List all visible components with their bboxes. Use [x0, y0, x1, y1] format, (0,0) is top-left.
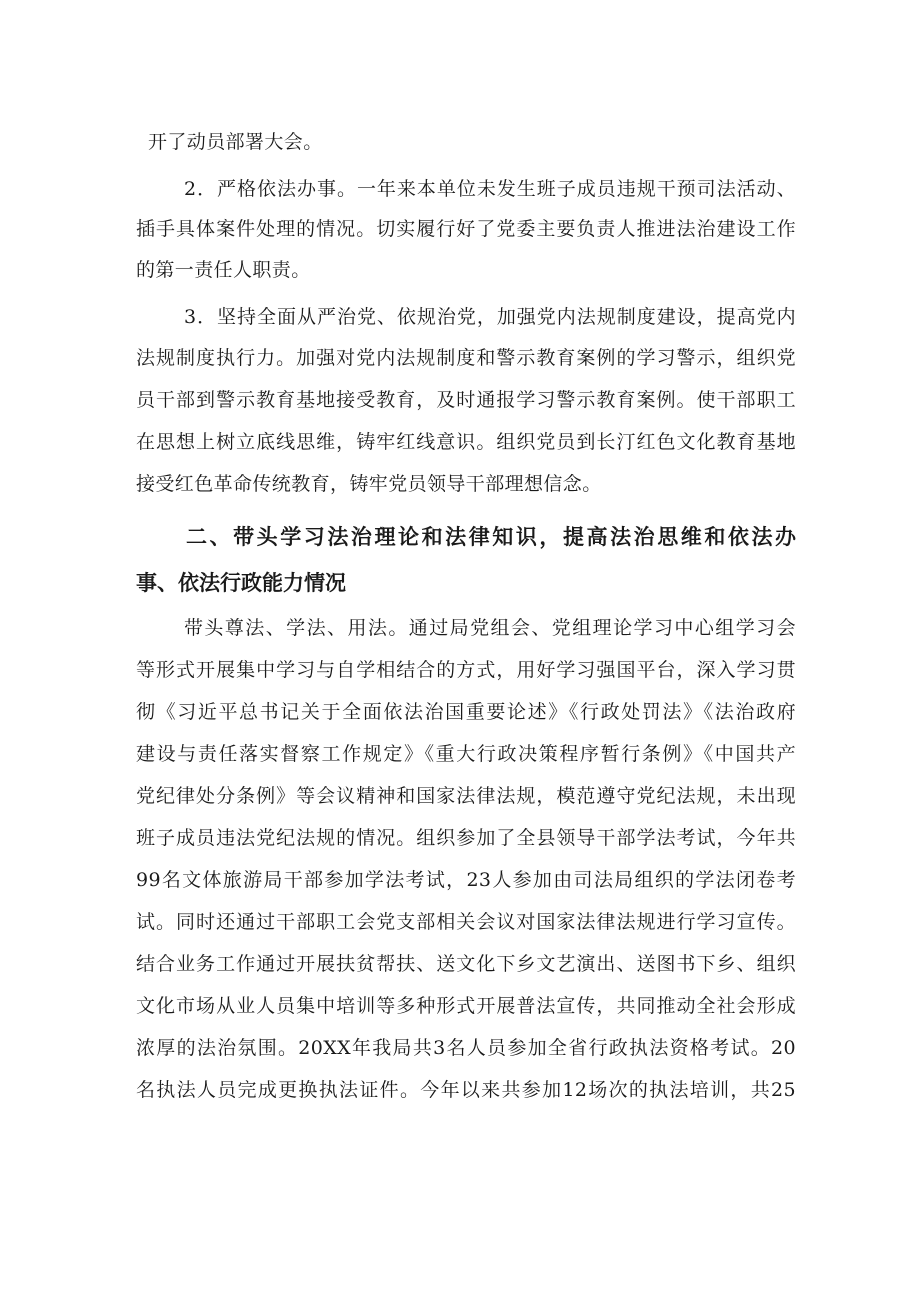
- text-line: 员干部到警示教育基地接受教育，及时通报学习警示教育案例。使干部职工: [136, 389, 796, 411]
- text-line: 开了动员部署大会。: [148, 131, 323, 153]
- text-line: 99名文体旅游局干部参加学法考试，23人参加由司法局组织的学法闭卷考: [136, 869, 796, 891]
- text-line: 2．严格依法办事。一年来本单位未发生班子成员违规干预司法活动、: [184, 178, 796, 200]
- text-line: 彻《习近平总书记关于全面依法治国重要论述》《行政处罚法》《法治政府: [136, 701, 796, 723]
- text-line: 建设与责任落实督察工作规定》《重大行政决策程序暂行条例》《中国共产: [136, 743, 796, 765]
- text-line: 名执法人员完成更换执法证件。今年以来共参加12场次的执法培训，共25: [136, 1079, 796, 1101]
- text-line: 结合业务工作通过开展扶贫帮扶、送文化下乡文艺演出、送图书下乡、组织: [136, 953, 796, 975]
- text-line: 试。同时还通过干部职工会党支部相关会议对国家法律法规进行学习宣传。: [136, 911, 796, 933]
- text-line: 接受红色革命传统教育，铸牢党员领导干部理想信念。: [136, 473, 602, 495]
- text-line: 在思想上树立底线思维，铸牢红线意识。组织党员到长汀红色文化教育基地: [136, 431, 796, 453]
- text-line: 等形式开展集中学习与自学相结合的方式，用好学习强国平台，深入学习贯: [136, 659, 796, 681]
- text-line: 的第一责任人职责。: [136, 259, 311, 281]
- section-heading: 二、带头学习法治理论和法律知识，提高法治思维和依法办: [186, 525, 796, 549]
- section-heading: 事、依法行政能力情况: [136, 571, 346, 595]
- text-line: 法规制度执行力。加强对党内法规制度和警示教育案例的学习警示，组织党: [136, 347, 796, 369]
- text-line: 插手具体案件处理的情况。切实履行好了党委主要负责人推进法治建设工作: [136, 218, 796, 240]
- text-line: 文化市场从业人员集中培训等多种形式开展普法宣传，共同推动全社会形成: [136, 995, 796, 1017]
- text-line: 浓厚的法治氛围。20XX年我局共3名人员参加全省行政执法资格考试。20: [136, 1037, 796, 1059]
- text-line: 带头尊法、学法、用法。通过局党组会、党组理论学习中心组学习会: [184, 617, 796, 639]
- text-line: 3．坚持全面从严治党、依规治党，加强党内法规制度建设，提高党内: [184, 306, 796, 328]
- text-line: 班子成员违法党纪法规的情况。组织参加了全县领导干部学法考试，今年共: [136, 827, 796, 849]
- text-line: 党纪律处分条例》等会议精神和国家法律法规，模范遵守党纪法规，未出现: [136, 785, 796, 807]
